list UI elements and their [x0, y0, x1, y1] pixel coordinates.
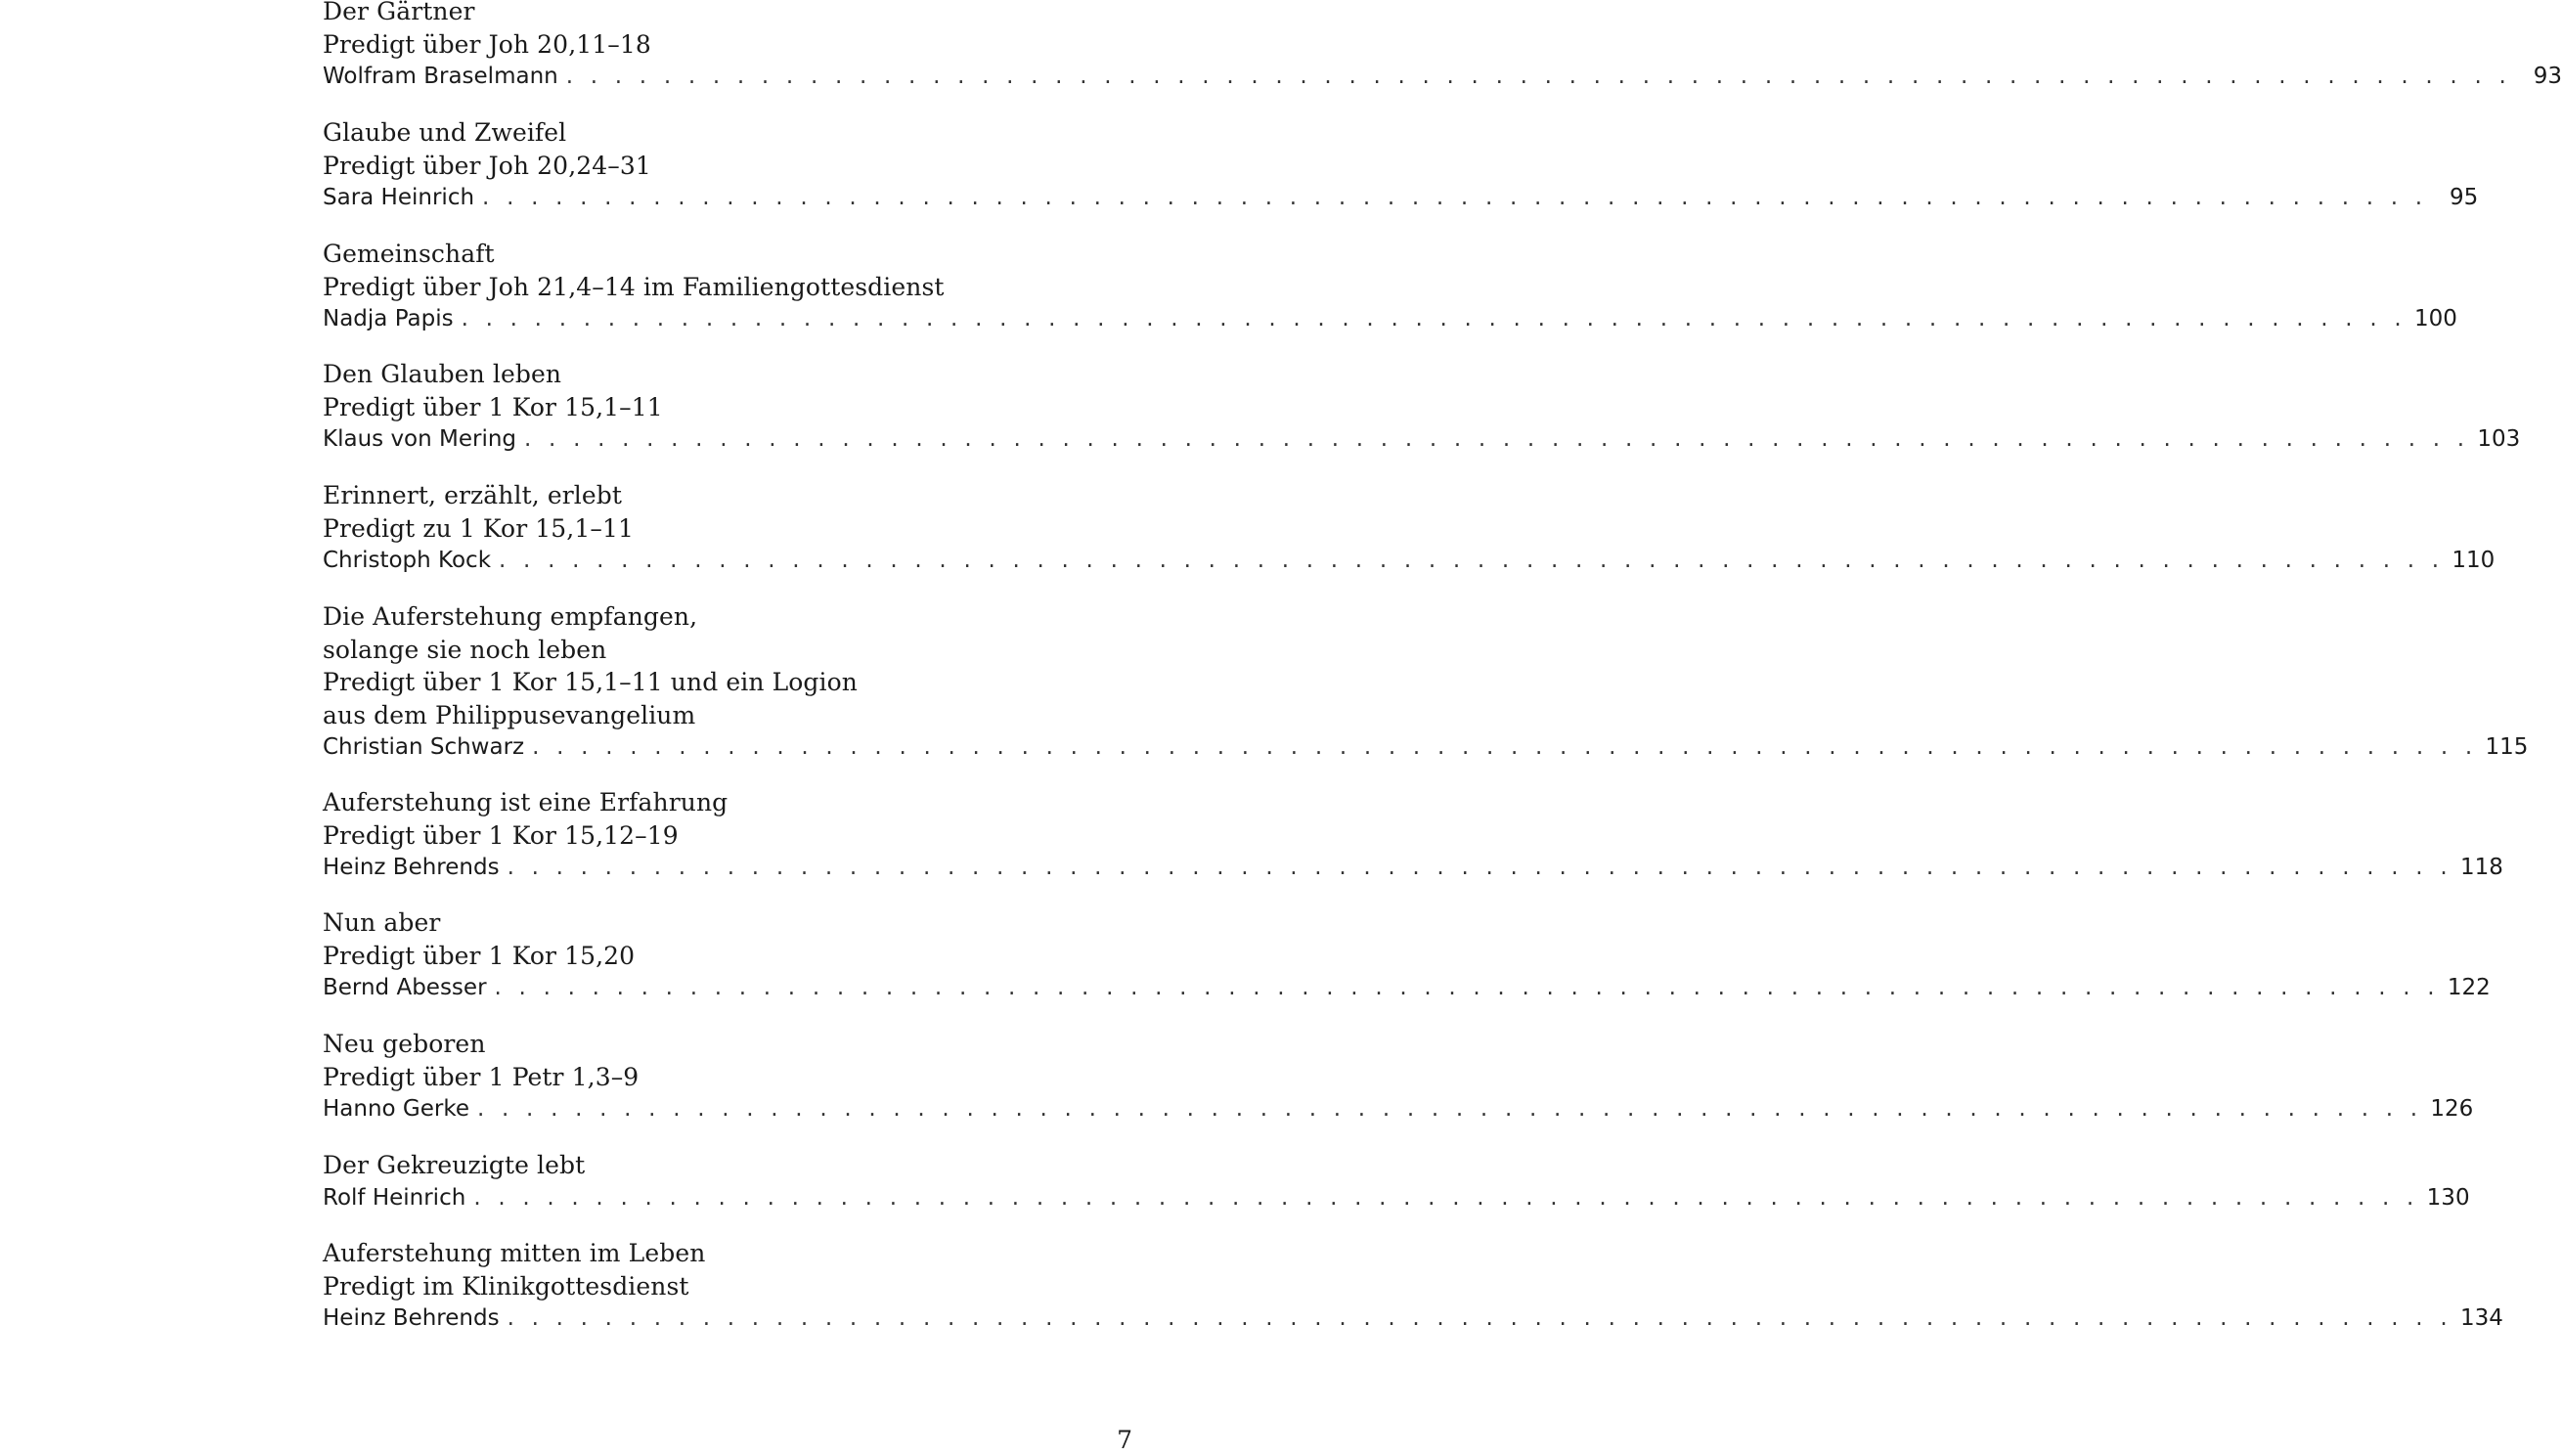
entry-author-row: [323, 1302, 2503, 1336]
page-number: 7: [1117, 1426, 1132, 1454]
entry-subtitle: aus dem Philippusevangelium: [323, 700, 696, 729]
dot-leader: . . . . . . . . . . . . . . . . . . . . . . . . . . . . . . . . . . . . . . . . . . . . . . . . . . . . . . . . . . . . . . . . . . . . . . . . . . . . . . . .: [461, 306, 2407, 331]
entry-subtitle: Predigt über 1 Kor 15,1–11: [323, 392, 663, 421]
entry-author: Hanno Gerke: [323, 1096, 470, 1122]
entry-subtitle: Predigt über 1 Kor 15,20: [323, 941, 636, 970]
entry-author: Klaus von Mering: [323, 426, 517, 452]
entry-title: Den Glauben leben: [323, 360, 562, 388]
entry-subtitle: solange sie noch leben: [323, 635, 607, 664]
entry-page-number: 134: [2459, 1305, 2503, 1331]
entry-subtitle: Predigt über 1 Kor 15,1–11 und ein Logion: [323, 668, 858, 696]
entry-title: Der Gärtner: [323, 0, 475, 25]
toc-entry: [323, 1028, 2474, 1126]
entry-page-number: 115: [2485, 734, 2529, 760]
entry-author: Nadja Papis: [323, 306, 454, 331]
entry-title: Gemeinschaft: [323, 240, 495, 268]
entry-subtitle: Predigt über 1 Kor 15,12–19: [323, 820, 679, 850]
entry-author-row: [323, 1182, 2470, 1215]
entry-author: Christoph Kock: [323, 548, 492, 573]
toc-entry: [323, 0, 2562, 94]
dot-leader: . . . . . . . . . . . . . . . . . . . . . . . . . . . . . . . . . . . . . . . . . . . . . . . . . . . . . . . . . . . . . . . . . . . . . . . . . . . . . . . .: [532, 734, 2478, 760]
entry-title: Der Gekreuzigte lebt: [323, 1151, 586, 1179]
entry-author-row: [323, 1093, 2474, 1126]
entry-page-number: 118: [2459, 855, 2503, 880]
dot-leader: . . . . . . . . . . . . . . . . . . . . . . . . . . . . . . . . . . . . . . . . . . . . . . . . . . . . . . . . . . . . . . . . . . . . . . . . . . . . . . . .: [565, 64, 2511, 89]
entry-author: Heinz Behrends: [323, 855, 500, 880]
entry-author: Bernd Abesser: [323, 975, 487, 1000]
toc-entry: [323, 786, 2503, 885]
entry-author: Heinz Behrends: [323, 1305, 500, 1331]
entry-title: Nun aber: [323, 908, 441, 937]
entry-author-row: [323, 852, 2503, 885]
entry-author-row: [323, 972, 2491, 1005]
dot-leader: . . . . . . . . . . . . . . . . . . . . . . . . . . . . . . . . . . . . . . . . . . . . . . . . . . . . . . . . . . . . . . . . . . . . . . . . . . . . . . . .: [507, 855, 2452, 880]
entry-author-row: [323, 303, 2457, 336]
entry-subtitle: Predigt über Joh 20,24–31: [323, 151, 651, 180]
entry-title: Neu geboren: [323, 1030, 486, 1058]
dot-leader: . . . . . . . . . . . . . . . . . . . . . . . . . . . . . . . . . . . . . . . . . . . . . . . . . . . . . . . . . . . . . . . . . . . . . . . . . . . . . . . .: [507, 1305, 2452, 1331]
entry-page-number: 95: [2450, 185, 2479, 210]
toc-entry: [323, 1149, 2470, 1214]
toc-entry: [323, 479, 2496, 578]
dot-leader: . . . . . . . . . . . . . . . . . . . . . . . . . . . . . . . . . . . . . . . . . . . . . . . . . . . . . . . . . . . . . . . . . . . . . . . . . . . . . . . .: [482, 185, 2428, 210]
entry-author-row: [323, 545, 2496, 578]
entry-author-row: [323, 182, 2479, 215]
entry-page-number: 103: [2477, 426, 2521, 452]
toc-entry: [323, 906, 2491, 1005]
entry-page-number: 122: [2447, 975, 2491, 1000]
entry-author-row: [323, 61, 2562, 94]
entry-author: Wolfram Braselmann: [323, 64, 558, 89]
toc-entry: [323, 238, 2457, 336]
entry-page-number: 100: [2413, 306, 2457, 331]
entry-page-number: 93: [2533, 64, 2562, 89]
entry-page-number: 126: [2430, 1096, 2474, 1122]
dot-leader: . . . . . . . . . . . . . . . . . . . . . . . . . . . . . . . . . . . . . . . . . . . . . . . . . . . . . . . . . . . . . . . . . . . . . . . . . . . . . . . .: [499, 548, 2445, 573]
entry-page-number: 110: [2452, 548, 2496, 573]
entry-author-row: [323, 731, 2529, 765]
entry-subtitle: Predigt zu 1 Kor 15,1–11: [323, 513, 634, 543]
entry-author: Christian Schwarz: [323, 734, 525, 760]
entry-subtitle: Predigt über Joh 20,11–18: [323, 29, 651, 59]
entry-author-row: [323, 423, 2521, 457]
toc-entry: [323, 358, 2521, 457]
entry-author: Rolf Heinrich: [323, 1184, 466, 1211]
dot-leader: . . . . . . . . . . . . . . . . . . . . . . . . . . . . . . . . . . . . . . . . . . . . . . . . . . . . . . . . . . . . . . . . . . . . . . . . . . . . . . . .: [524, 426, 2470, 452]
entry-subtitle: Predigt über Joh 21,4–14 im Familiengottesdienst: [323, 272, 945, 301]
entry-title: Auferstehung ist eine Erfahrung: [323, 788, 729, 816]
toc-entry: [323, 116, 2479, 215]
entry-page-number: 130: [2426, 1184, 2470, 1211]
entry-title: Die Auferstehung empfangen,: [323, 602, 698, 631]
toc-entry: [323, 1237, 2503, 1336]
entry-subtitle: Predigt im Klinikgottesdienst: [323, 1271, 689, 1301]
toc-entry: [323, 600, 2529, 765]
entry-author: Sara Heinrich: [323, 185, 475, 210]
entry-title: Glaube und Zweifel: [323, 118, 567, 147]
entry-subtitle: Predigt über 1 Petr 1,3–9: [323, 1062, 640, 1091]
dot-leader: . . . . . . . . . . . . . . . . . . . . . . . . . . . . . . . . . . . . . . . . . . . . . . . . . . . . . . . . . . . . . . . . . . . . . . . . . . . . . . . .: [473, 1184, 2419, 1211]
entry-title: Erinnert, erzählt, erlebt: [323, 481, 623, 509]
dot-leader: . . . . . . . . . . . . . . . . . . . . . . . . . . . . . . . . . . . . . . . . . . . . . . . . . . . . . . . . . . . . . . . . . . . . . . . . . . . . . . . .: [477, 1096, 2423, 1122]
dot-leader: . . . . . . . . . . . . . . . . . . . . . . . . . . . . . . . . . . . . . . . . . . . . . . . . . . . . . . . . . . . . . . . . . . . . . . . . . . . . . . . .: [494, 975, 2440, 1000]
entry-title: Auferstehung mitten im Leben: [323, 1239, 706, 1267]
